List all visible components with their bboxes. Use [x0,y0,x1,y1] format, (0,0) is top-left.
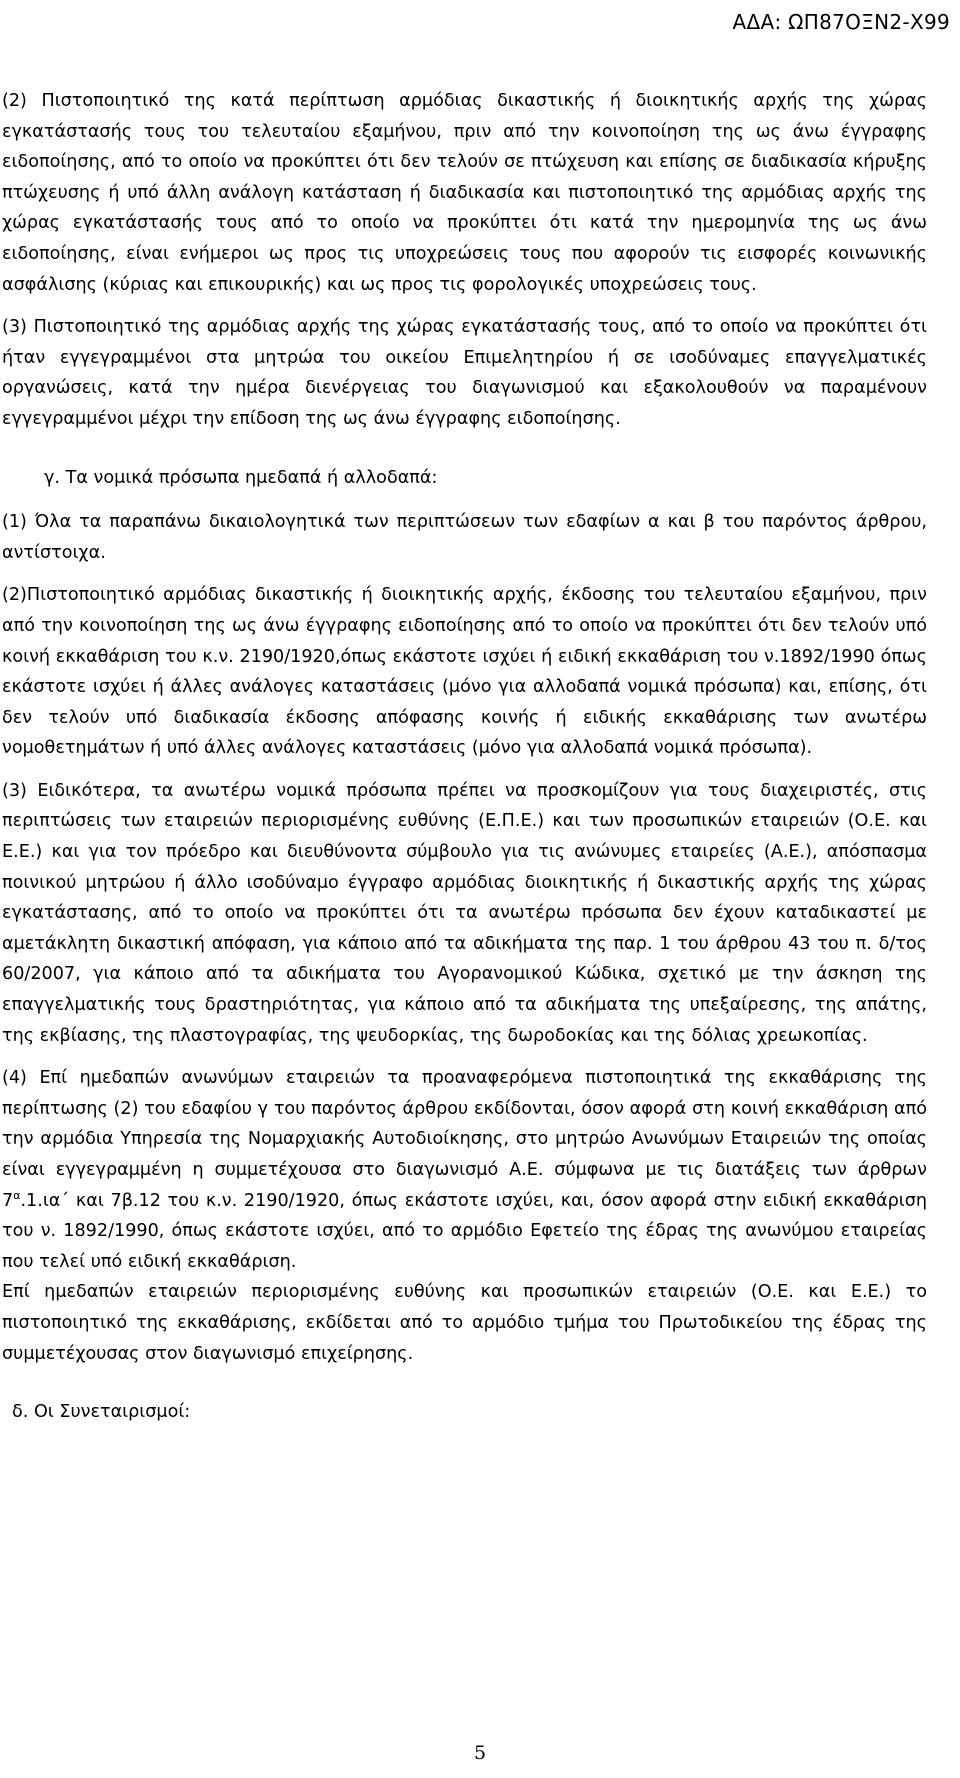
paragraph-gamma-3: (3) Ειδικότερα, τα ανωτέρω νομικά πρόσωπα πρέπει να προσκομίζουν για τους διαχειριστές, στις περιπτώσεις των εταιρειών περιορισμένης ευθύνης (Ε.Π.Ε.) και των προσωπικών εταιρειών (Ο.Ε. και Ε.Ε.) και για τον πρόεδρο και διευθύνοντα σύμβουλο για τις ανώνυμες εταιρείες (Α.Ε.), απόσπασμα ποινικού μητρώου ή άλλο ισοδύναμο έγγραφο αρμόδιας διοικητικής ή δικαστικής αρχής της χώρας εγκατάστασης, από το οποίο να προκύπτει ότι τα ανωτέρω πρόσωπα δεν έχουν καταδικαστεί με αμετάκλητη δικαστική απόφαση, για κάποιο από τα αδικήματα της παρ. 1 του άρθρου 43 του π. δ/τος 60/2007, για κάποιο από τα αδικήματα του Αγορανομικού Κώδικα, σχετικό με την άσκηση της επαγγελματικής τους δραστηριότητας, για κάποιο από τα αδικήματα της υπεξαίρεσης, της απάτης, της εκβίασης, της πλαστογραφίας, της ψευδορκίας, της δωροδοκίας και της δόλιας χρεωκοπίας. [2,780,927,1046]
paragraph-gamma-1: (1) Όλα τα παραπάνω δικαιολογητικά των περιπτώσεων των εδαφίων α και β του παρόντος άρθρου, αντίστοιχα. [2,512,927,563]
document-body [2,86,927,1440]
paragraph-gamma-4-part2: .1.ια΄ και 7β.12 του κ.ν. 2190/1920, όπως εκάστοτε ισχύει, και, όσον αφορά στην ειδική εκκαθάριση του ν. 1892/1990, όπως εκάστοτε ισχύει, από το αρμόδιο Εφετείο της έδρας της ανωνύμου εταιρείας που τελεί υπό ειδική εκκαθάριση. [2,1190,927,1272]
paragraph-gamma-4 [2,1063,927,1277]
section-heading-gamma: γ. Τα νομικά πρόσωπα ημεδαπά ή αλλοδαπά: [44,467,438,488]
paragraph-gamma-2: (2)Πιστοποιητικό αρμόδιας δικαστικής ή διοικητικής αρχής, έκδοσης του τελευταίου εξαμήνου, πριν από την κοινοποίηση της ως άνω έγγραφης ειδοποίησης από το οποίο να προκύπτει ότι δεν τελούν υπό κοινή εκκαθάριση του κ.ν. 2190/1920,όπως εκάστοτε ισχύει ή ειδική εκκαθάριση του ν.1892/1990 όπως εκάστοτε ισχύει ή άλλες ανάλογες καταστάσεις (μόνο για αλλοδαπά νομικά πρόσωπα) και, επίσης, ότι δεν τελούν υπό διαδικασία έκδοσης απόφασης κοινής ή ειδικής εκκαθάρισης των ανωτέρω νομοθετημάτων ή υπό άλλες ανάλογες καταστάσεις (μόνο για αλλοδαπά νομικά πρόσωπα). [2,585,927,759]
section-heading-delta: δ. Οι Συνεταιρισμοί: [12,1402,191,1423]
paragraph-3-registry: (3) Πιστοποιητικό της αρμόδιας αρχής της χώρας εγκατάστασής τους, από το οποίο να προκύπτει ότι ήταν εγγεγραμμένοι στα μητρώα του οικείου Επιμελητηρίου ή σε ισοδύναμες επαγγελματικές οργανώσεις, κατά την ημέρα διενέργειας του διαγωνισμού και εξακολουθούν να παραμένουν εγγεγραμμένοι μέχρι την επίδοση της ως άνω έγγραφης ειδοποίησης. [2,317,927,429]
ada-code: ΑΔΑ: ΩΠ87ΟΞΝ2-Χ99 [732,10,950,34]
paragraph-2-certificate: (2) Πιστοποιητικό της κατά περίπτωση αρμόδιας δικαστικής ή διοικητικής αρχής της χώρας εγκατάστασής τους του τελευταίου εξαμήνου, πριν από την κοινοποίηση της ως άνω έγγραφης ειδοποίησης, από το οποίο να προκύπτει ότι δεν τελούν σε πτώχευση και επίσης σε διαδικασία κήρυξης πτώχευσης ή υπό άλλη ανάλογη κατάσταση ή διαδικασία και πιστοποιητικό της αρμόδιας αρχής της χώρας εγκατάστασής τους από το οποίο να προκύπτει ότι κατά την ημερομηνία της ως άνω ειδοποίησης, είναι ενήμεροι ως προς τις υποχρεώσεις τους που αφορούν τις εισφορές κοινωνικής ασφάλισης (κύριας και επικουρικής) και ως προς τις φορολογικές υποχρεώσεις τους. [2,91,927,295]
superscript-alpha: α [13,1188,21,1202]
paragraph-gamma-4-limited: Επί ημεδαπών εταιρειών περιορισμένης ευθύνης και προσωπικών εταιρειών (Ο.Ε. και Ε.Ε.) το πιστοποιητικό της εκκαθάρισης, εκδίδεται από το αρμόδιο τμήμα του Πρωτοδικείου της έδρας της συμμετέχουσας στον διαγωνισμό επιχείρησης. [2,1282,927,1364]
paragraph-gamma-4-part1: (4) Επί ημεδαπών ανωνύμων εταιρειών τα προαναφερόμενα πιστοποιητικά της εκκαθάρισης της περίπτωσης (2) του εδαφίου γ του παρόντος άρθρου εκδίδονται, όσον αφορά στη κοινή εκκαθάριση από την αρμόδια Υπηρεσία της Νομαρχιακής Αυτοδιοίκησης, στο μητρώο Ανωνύμων Εταιρειών της οποίας είναι εγγεγραμμένη η συμμετέχουσα στο διαγωνισμό Α.Ε. σύμφωνα με τις διατάξεις των άρθρων 7 [2,1068,927,1211]
page-number: 5 [473,1742,487,1764]
